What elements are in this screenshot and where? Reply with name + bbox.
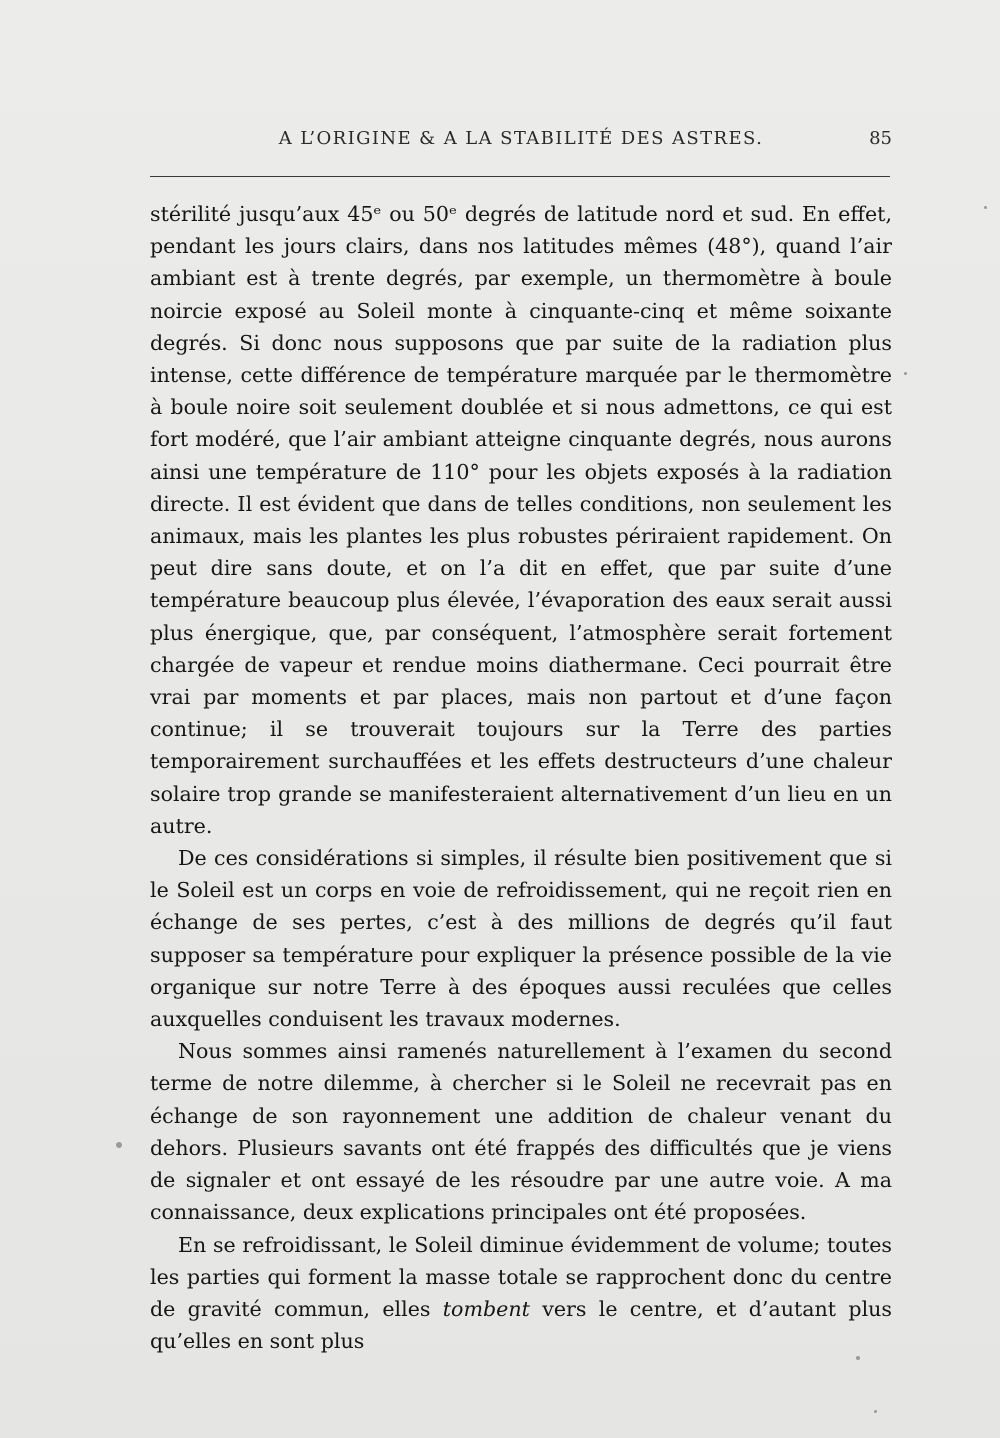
paragraph-4-text-after: vers le centre, et d’autant plus qu’elles en sont plus <box>150 1296 892 1354</box>
running-head <box>150 124 892 154</box>
paper-speck <box>984 206 987 209</box>
paragraph-4-text-before: En se refroidissant, le Soleil diminue évidemment de volume; toutes les parties qui forment la masse totale se rapprochent donc du centre de gravité commun, elles <box>150 1232 892 1321</box>
paragraph-1-text: stérilité jusqu’aux 45ᵉ ou 50ᵉ degrés de latitude nord et sud. En effet, pendant les jours clairs, dans nos latitudes mêmes (48°), quand l’air ambiant est à trente degrés, par exemple, un thermomètre à boule noircie exposé au Soleil monte à cinquante-cinq et même soixante degrés. Si donc nous supposons que par suite de la radiation plus intense, cette différence de température marquée par le thermomètre à boule noire soit seulement doublée et si nous admettons, ce qui est fort modéré, que l’air ambiant atteigne cinquante degrés, nous aurons ainsi une température de 110° pour les objets exposés à la radiation directe. Il est évident que dans de telles conditions, non seulement les animaux, mais les plantes les plus robustes périraient rapidement. On peut dire sans doute, et on l’a dit en effet, que par suite d’une température beaucoup plus élevée, l’évaporation des eaux serait aussi plus énergique, que, par conséquent, l’atmosphère serait fortement chargée de vapeur et rendue moins diathermane. Ceci pourrait être vrai par moments et par places, mais non partout et d’une façon continue; il se trouverait toujours sur la Terre des parties temporairement surchauffées et les effets destructeurs d’une chaleur solaire trop grande se manifesteraient alternativement d’un lieu en un autre. <box>150 202 892 838</box>
paragraph-4-emphasis: tombent <box>442 1296 530 1321</box>
paragraph-2 <box>150 842 892 1035</box>
running-title: A L’ORIGINE & A LA STABILITÉ DES ASTRES. <box>278 128 764 149</box>
paragraph-3 <box>150 1035 892 1228</box>
body-text <box>150 198 892 1357</box>
paper-speck <box>874 1410 877 1413</box>
paragraph-3-text: Nous sommes ainsi ramenés naturellement à l’examen du second terme de notre dilemme, à chercher si le Soleil ne recevrait pas en échange de son rayonnement une addition de chaleur venant du dehors. Plusieurs savants ont été frappés des difficultés que je viens de signaler et ont essayé de les résoudre par une autre voie. A ma connaissance, deux explications principales ont été proposées. <box>150 1039 892 1225</box>
page-number: 85 <box>869 128 892 149</box>
paper-speck <box>904 372 907 375</box>
paper-speck <box>116 1142 122 1148</box>
paragraph-2-text: De ces considérations si simples, il résulte bien positivement que si le Soleil est un corps en voie de refroidissement, qui ne reçoit rien en échange de ses pertes, c’est à des millions de degrés qu’il faut supposer sa température pour expliquer la présence possible de la vie organique sur notre Terre à des époques aussi reculées que celles auxquelles conduisent les travaux modernes. <box>150 846 892 1032</box>
paper-speck <box>856 1356 860 1360</box>
paragraph-4 <box>150 1229 892 1358</box>
header-rule <box>150 176 890 177</box>
paragraph-1 <box>150 198 892 842</box>
